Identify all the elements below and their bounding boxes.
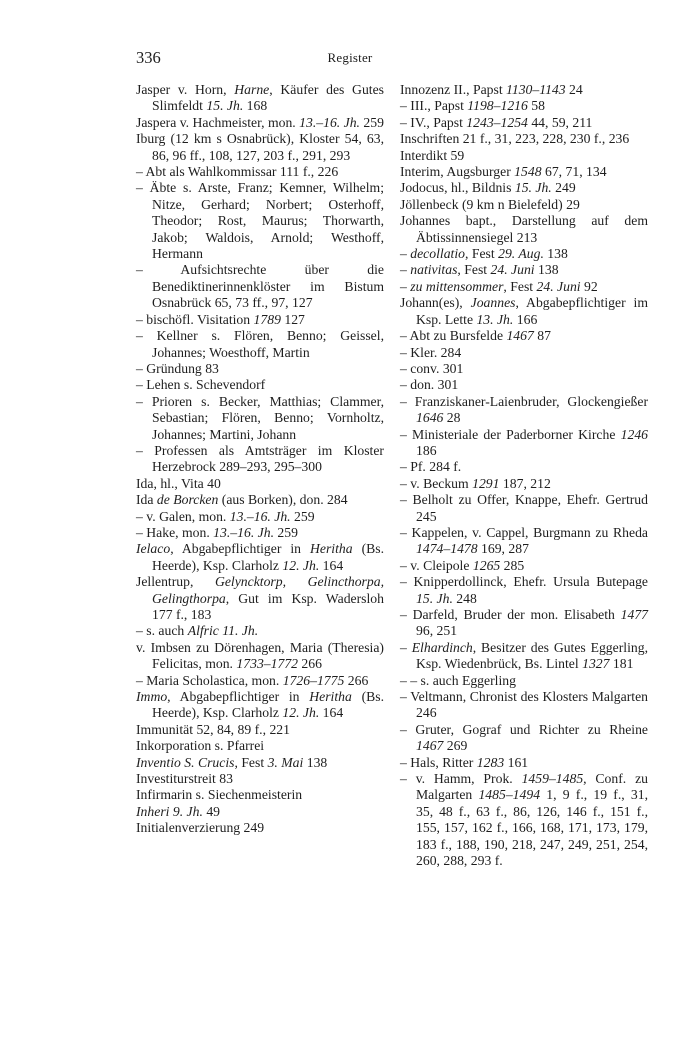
entry-text: , Conf. zu Malgarten [416,771,648,803]
entry-text: 58 [527,98,545,114]
index-entry [400,131,648,147]
entry-text: – conv. 301 [400,360,464,376]
entry-italic-text: 1283 [476,754,505,770]
index-entry [136,804,384,820]
entry-text: – Hals, Ritter [400,754,477,770]
entry-text: Jodocus, hl., Bildnis [400,180,515,196]
index-entry [136,541,384,574]
entry-text: – – s. auch Eggerling [400,672,516,688]
entry-text: , Fest [503,278,537,294]
index-entry [136,262,384,311]
entry-italic-text: Alfric 11. Jh. [187,623,259,639]
entry-text: Jaspera v. Hachmeister, mon. [136,114,300,130]
entry-text: – Gruter, Gograf und Richter zu Rheine [400,721,648,737]
entry-text: – don. 301 [400,377,459,393]
page-number: 336 [136,48,161,67]
entry-text: 24 [565,82,583,97]
entry-text: – v. Beckum [400,475,473,491]
index-entry [400,246,648,262]
entry-text: – Abt zu Bursfelde [400,328,507,344]
entry-text: 168 [243,98,268,114]
entry-text: Ida [136,492,157,508]
entry-text: – Veltmann, Chronist des Klosters Malgarten 246 [400,689,648,721]
index-entry [400,98,648,114]
entry-italic-text: 1265 [472,557,501,573]
index-entry [400,492,648,525]
entry-text: v. Imbsen zu Dörenhagen, Maria (Theresia) Felicitas, mon. [136,639,384,672]
index-entry [136,525,384,541]
entry-text: 164 [319,705,344,721]
entry-text: 127 [280,311,305,327]
entry-text: – Aufsichtsrechte über die Benediktinerinnenklöster im Bistum Osnabrück 65, 73 ff., 97, 127 [136,262,384,311]
entry-text: Jasper v. Horn, [136,82,235,97]
entry-italic-text: Inheri 9. Jh. [136,803,203,819]
index-entry [136,787,384,803]
entry-italic-text: Elhardinch [411,639,473,655]
entry-text: Initialenverzierung 249 [136,820,265,836]
entry-text: , Fest [465,246,499,262]
entry-text: – Ministeriale der Paderborner Kirche [400,426,621,442]
index-entry [136,180,384,262]
index-entry [136,164,384,180]
entry-text: 49 [202,803,221,819]
entry-text: – Gründung 83 [136,360,219,376]
entry-text: – Professen als Amtsträger im Kloster Herzebrock 289–293, 295–300 [136,442,384,475]
entry-text: 249 [551,180,576,196]
entry-text: 285 [500,557,525,573]
entry-text: Immunität 52, 84, 89 f., 221 [136,721,290,737]
entry-italic-text: nativitas [410,262,458,278]
entry-text: – s. auch [136,623,188,639]
entry-text: – v. Cleipole [400,557,473,573]
entry-text: Jöllenbeck (9 km n Bielefeld) 29 [400,196,580,212]
entry-italic-text: 3. Mai [267,754,304,770]
entry-text: – IV., Papst [400,114,467,130]
index-entry [400,689,648,722]
entry-text: 138 [543,246,568,262]
entry-italic-text: 1548 [514,164,542,180]
entry-text: 259 [290,508,315,524]
entry-italic-text: Heritha [309,689,352,705]
entry-text: , Gut im Ksp. Wadersloh 177 f., 183 [152,590,384,622]
entry-italic-text: 1477 [620,607,648,622]
index-entry [400,673,648,689]
entry-italic-text: 15. Jh. [416,590,453,606]
entry-text: 181 [609,656,634,672]
index-entry [400,525,648,558]
entry-text: 138 [303,754,328,770]
index-entry [400,722,648,755]
entry-italic-text: 29. Aug. [498,246,544,262]
index-column-left [136,82,384,837]
entry-text: , Abgabepflichtiger in [167,689,310,705]
index-entry [400,558,648,574]
entry-text: , Fest [457,262,491,278]
entry-text: 259 [359,114,384,130]
entry-text: – Abt als Wahlkommissar 111 f., 226 [136,164,339,180]
index-entry [400,771,648,869]
index-entry [400,361,648,377]
index-entry [136,492,384,508]
entry-italic-text: 1198–1216 [467,98,528,114]
entry-text: – [400,278,411,294]
entry-italic-text: Gelyncktorp, Gelincthorpa, Gelingthorpa [152,574,384,606]
entry-italic-text: 12. Jh. [282,557,320,573]
entry-text: – v. Galen, mon. [136,508,230,524]
entry-italic-text: de Borcken [156,492,219,508]
entry-text: – Kappelen, v. Cappel, Burgmann zu Rheda [400,524,648,540]
index-entry [136,689,384,722]
entry-text: – Knipperdollinck, Ehefr. Ursula Butepage [400,574,648,590]
entry-italic-text: 13.–16. Jh. [213,524,274,540]
index-entry [136,82,384,115]
entry-text: 266 [344,672,369,688]
entry-text: 92 [580,278,598,294]
index-entry [400,377,648,393]
index-entry [136,443,384,476]
entry-text: – Maria Scholastica, mon. [136,672,283,688]
entry-text: 187, 212 [499,475,551,491]
running-title: Register [327,50,373,65]
entry-italic-text: Heritha [310,541,353,557]
entry-text: – Prioren s. Becker, Matthias; Clammer, Sebastian; Flören, Benno; Vornholtz, Johannes; Martini, Johann [136,393,384,442]
entry-text: 169, 287 [477,541,529,557]
entry-text: , Besitzer des Gutes Eggerling, Ksp. Wiedenbrück, Bs. Lintel [416,639,648,672]
entry-italic-text: 1467 [416,738,444,754]
index-entry [400,115,648,131]
entry-text: Inkorporation s. Pfarrei [136,738,265,754]
entry-text: 96, 251 [416,623,458,639]
entry-italic-text: zu mittensommer [410,278,504,294]
entry-italic-text: 15. Jh. [206,98,244,114]
index-entry [400,180,648,196]
index-entry [136,476,384,492]
entry-italic-text: 1646 [416,410,444,426]
entry-text: Iburg (12 km s Osnabrück), Kloster 54, 63, 86, 96 ff., 108, 127, 203 f., 291, 293 [136,131,384,163]
entry-text: 44, 59, 211 [527,114,593,130]
entry-text: 87 [533,328,551,344]
index-entry [136,377,384,393]
entry-italic-text: 1243–1254 [466,114,528,130]
index-entry [136,394,384,443]
entry-italic-text: 13.–16. Jh. [229,508,291,524]
entry-text: – Äbte s. Arste, Franz; Kemner, Wilhelm; Nitze, Gerhard; Norbert; Osterhoff, Theodor; Rost, Maurus; Thorwarth, Jakob; Waldois, Arnold; Westhoff, Hermann [136,180,384,262]
entry-italic-text: 24. Juni [490,262,535,278]
index-entry [136,755,384,771]
index-entry [400,574,648,607]
index-entry [400,394,648,427]
index-entry [136,361,384,377]
index-entry [136,640,384,673]
entry-italic-text: 1459–1485 [521,771,584,787]
index-entry [136,574,384,623]
entry-text: (Bs. Heerde), Ksp. Clarholz [152,689,385,721]
entry-italic-text: Immo [136,689,168,705]
entry-italic-text: 13.–16. Jh. [299,114,360,130]
entry-text: 67, 71, 134 [541,164,607,180]
entry-italic-text: 1246 [620,426,648,442]
entry-text: 266 [298,656,322,672]
entry-text: – bischöfl. Visitation [136,311,254,327]
index-entry [136,115,384,131]
entry-text: Interdikt 59 [400,147,465,163]
index-entry [400,345,648,361]
index-entry [136,673,384,689]
index-entry [400,640,648,673]
index-entry [136,820,384,836]
entry-text: – Franziskaner-Laienbruder, Glockengießer [400,393,648,409]
entry-text: (Bs. Heerde), Ksp. Clarholz [152,541,384,573]
entry-text: – [400,639,412,655]
entry-text: , Fest [234,754,268,770]
index-entry [136,312,384,328]
entry-text: Interim, Augsburger [400,164,515,180]
entry-text: – Lehen s. Schevendorf [136,377,266,393]
entry-italic-text: 1327 [582,656,610,672]
entry-italic-text: Harne [234,82,270,97]
entry-italic-text: Inventio S. Crucis [136,754,235,770]
index-entry [136,328,384,361]
entry-text: Investiturstreit 83 [136,771,233,787]
index-entry [400,328,648,344]
index-entry [400,755,648,771]
entry-text: 166 [513,311,538,327]
index-entry [400,262,648,278]
index-entry [400,82,648,98]
entry-text: – Belholt zu Offer, Knappe, Ehefr. Gertrud 245 [400,492,648,524]
entry-italic-text: 15. Jh. [514,180,552,196]
entry-text: 269 [443,738,468,754]
entry-text: – Darfeld, Bruder der mon. Elisabeth [400,607,621,622]
entry-text: 161 [504,754,529,770]
entry-italic-text: 1733–1772 [236,656,298,672]
entry-text: 186 [416,442,437,458]
entry-text: 164 [319,557,344,573]
entry-italic-text: 1130–1143 [506,82,566,97]
entry-text: Innozenz II., Papst [400,82,507,97]
entry-text: 138 [534,262,559,278]
index-entry [136,738,384,754]
entry-text: 259 [274,524,298,540]
index-entry [400,476,648,492]
entry-text: – Kler. 284 [400,344,462,360]
entry-text: Johannes bapt., Darstellung auf dem Äbtissinnensiegel 213 [400,213,648,245]
index-entry [136,722,384,738]
entry-italic-text: 1467 [506,328,534,344]
entry-text: – Hake, mon. [136,524,214,540]
entry-italic-text: 12. Jh. [282,705,320,721]
index-entry [400,197,648,213]
entry-italic-text: Joannes [470,295,516,311]
index-entry [400,459,648,475]
entry-italic-text: 1291 [472,475,500,491]
index-entry [400,295,648,328]
entry-text: Johann(es), [400,295,471,311]
index-column-right [400,82,648,870]
entry-italic-text: 1726–1775 [282,672,345,688]
index-entry [136,771,384,787]
index-entry [136,623,384,639]
index-entry [400,213,648,246]
entry-italic-text: decollatio [410,246,466,262]
entry-text: – [400,246,411,262]
index-entry [400,164,648,180]
entry-text: 28 [443,410,461,426]
entry-italic-text: 13. Jh. [476,311,514,327]
entry-text: , Abgabepflichtiger in [170,541,310,557]
entry-italic-text: 24. Juni [536,278,581,294]
entry-text: Inschriften 21 f., 31, 223, 228, 230 f., 236 [400,131,630,147]
entry-text: – [400,262,411,278]
entry-text: Ida, hl., Vita 40 [136,475,221,491]
entry-text: (aus Borken), don. 284 [218,492,348,508]
entry-italic-text: 1485–1494 [478,787,541,803]
index-entry [136,509,384,525]
index-entry [136,131,384,164]
entry-text: – Kellner s. Flören, Benno; Geissel, Johannes; Woesthoff, Martin [136,328,384,360]
entry-text: 1, 9 f., 19 f., 31, 35, 48 f., 63 f., 86, 126, 146 f., 151 f., 155, 157, 162 f., 166, 168, 171, 173, 179, 183 f., 188, 190, 218, 247, 249, 251, 254, 260, 288, 293 f. [416,787,648,869]
entry-italic-text: 1474–1478 [416,541,478,557]
entry-text: – v. Hamm, Prok. [400,771,522,787]
entry-italic-text: 1789 [253,311,281,327]
index-entry [400,427,648,460]
entry-italic-text: Ielaco [136,541,171,557]
entry-text: , Käufer des Gutes Slimfeldt [152,82,384,114]
index-entry [400,279,648,295]
entry-text: – Pf. 284 f. [400,459,462,475]
index-entry [400,148,648,164]
entry-text: Jellentrup, [136,574,215,590]
entry-text: – III., Papst [400,98,468,114]
entry-text: 248 [452,590,477,606]
entry-text: Infirmarin s. Siechenmeisterin [136,787,303,803]
index-entry [400,607,648,640]
entry-text: , Abgabepflichtiger im Ksp. Lette [416,295,648,327]
